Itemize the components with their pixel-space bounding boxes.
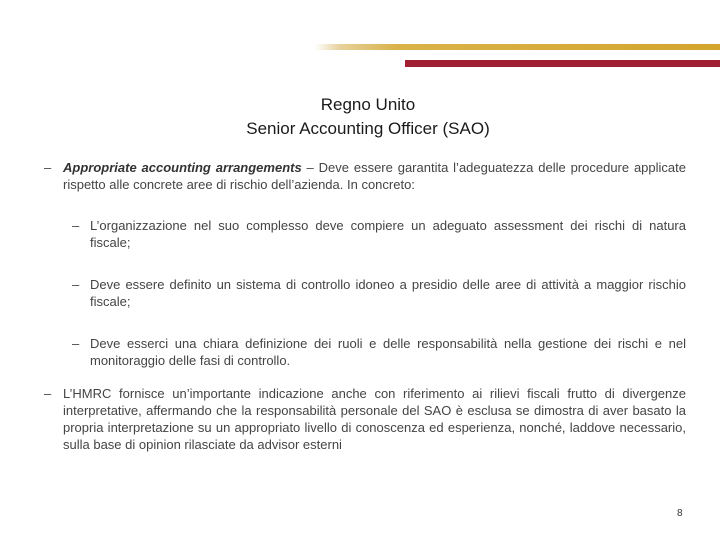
bullet-dash: – [72,218,80,233]
sub-bullet-roles [72,335,686,369]
slide-title [0,93,720,141]
bullet-accounting-arrangements [44,159,686,193]
bullet-text: – Deve essere garantita l’adeguatezza delle procedure applicate rispetto alle concrete aree di rischio dell’azienda. In concreto: [63,160,686,192]
bullet-dash: – [72,336,80,351]
bullet-dash: – [44,386,52,401]
header-red-bar [405,60,720,67]
bullet-hmrc [44,385,686,453]
bullet-heading: Appropriate accounting arrangements [63,160,302,175]
sub-bullet-text: L’organizzazione nel suo complesso deve compiere un adeguato assessment dei rischi di natura fiscale; [90,218,686,250]
sub-bullet-control-system [72,276,686,310]
title-line-2: Senior Accounting Officer (SAO) [246,119,490,138]
bullet-text: L’HMRC fornisce un’importante indicazione anche con riferimento ai rilievi fiscali frutto di divergenze interpretative, affermando che la responsabilità personale del SAO è esclusa se dimostra di aver basato la propria interpretazione su un appropriato livello di conoscenza ed esperienza, nonché, laddove necessario, sulla base di opinion rilasciate da advisor esterni [63,386,686,452]
header-gold-bar [315,44,720,50]
sub-bullet-text: Deve essere definito un sistema di controllo idoneo a presidio delle aree di attività a maggior rischio fiscale; [90,277,686,309]
bullet-dash: – [72,277,80,292]
title-line-1: Regno Unito [320,95,416,114]
bullet-dash: – [44,160,52,175]
sub-bullet-assessment [72,217,686,251]
slide-body [44,159,686,453]
sub-bullet-text: Deve esserci una chiara definizione dei ruoli e delle responsabilità nella gestione dei rischi e nel monitoraggio delle fasi di controllo. [90,336,686,368]
page-number: 8 [677,508,683,519]
